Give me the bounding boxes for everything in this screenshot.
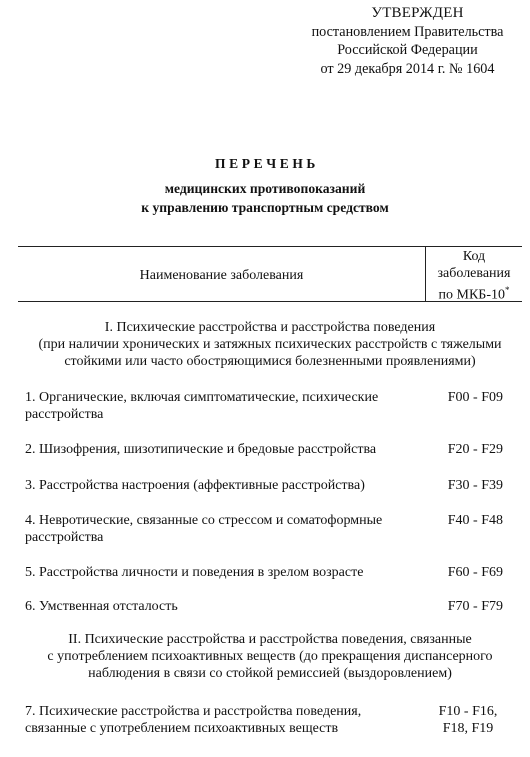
approval-decree-date: от 29 декабря 2014 г. № 1604 bbox=[320, 60, 495, 77]
approval-decree-line2: Российской Федерации bbox=[337, 42, 478, 58]
row-7-name-line2: связанные с употреблением психоактивных веществ bbox=[25, 721, 339, 736]
table-row bbox=[25, 441, 503, 458]
row-disease-name: 3. Расстройства настроения (аффективные расстройства) bbox=[25, 478, 365, 493]
approval-decree-line1: постановлением Правительства bbox=[311, 23, 504, 40]
row-7-code-line2: F18, F19 bbox=[442, 721, 494, 736]
table-row bbox=[25, 703, 503, 737]
section-heading-2 bbox=[18, 631, 522, 682]
header-code-line3 bbox=[426, 282, 522, 304]
row-4-name-line1: 4. Невротические, связанные со стрессом и соматоформные bbox=[25, 513, 383, 528]
row-disease-name: 2. Шизофрения, шизотипические и бредовые расстройства bbox=[25, 442, 377, 457]
section-1-line1: I. Психические расстройства и расстройства поведения bbox=[104, 320, 436, 335]
row-7-name-line1: 7. Психические расстройства и расстройства поведения, bbox=[25, 704, 362, 719]
row-4-name-line2: расстройства bbox=[25, 530, 104, 545]
table-row bbox=[25, 598, 503, 615]
header-disease-name: Наименование заболевания bbox=[139, 268, 304, 283]
subtitle-line-2: к управлению транспортным средством bbox=[141, 199, 389, 215]
table-header bbox=[18, 246, 522, 302]
header-code-line1: Код bbox=[462, 249, 486, 264]
section-2-line1: II. Психические расстройства и расстройства поведения, связанные bbox=[68, 632, 472, 647]
header-icd-code bbox=[425, 247, 522, 301]
row-disease-name bbox=[25, 389, 405, 423]
row-icd-code: F20 - F29 bbox=[447, 442, 503, 457]
section-heading-1 bbox=[18, 319, 522, 370]
row-icd-code: F40 - F48 bbox=[447, 513, 503, 528]
table-row bbox=[25, 389, 503, 423]
footnote-mark: * bbox=[504, 285, 510, 295]
row-icd-code bbox=[433, 703, 503, 737]
approved-label: УТВЕРЖДЕН bbox=[371, 5, 464, 21]
table-row bbox=[25, 512, 503, 546]
document-subtitle bbox=[0, 180, 530, 217]
header-code-icd: по МКБ-10 bbox=[438, 287, 505, 303]
row-icd-code: F70 - F79 bbox=[447, 599, 503, 614]
row-icd-code: F30 - F39 bbox=[447, 478, 503, 493]
row-disease-name: 6. Умственная отсталость bbox=[25, 599, 178, 614]
row-disease-name bbox=[25, 703, 405, 737]
row-1-name-line2: расстройства bbox=[25, 407, 104, 422]
section-2-line2: с употреблением психоактивных веществ (до прекращения диспансерного bbox=[47, 649, 493, 664]
approval-stamp bbox=[300, 4, 515, 78]
row-icd-code: F60 - F69 bbox=[447, 565, 503, 580]
document-title: ПЕРЕЧЕНЬ bbox=[215, 156, 319, 171]
section-2-line3: наблюдения в связи со стойкой ремиссией (выздоровлением) bbox=[88, 666, 452, 681]
row-1-name-line1: 1. Органические, включая симптоматические, психические bbox=[25, 390, 379, 405]
row-7-code-line1: F10 - F16, bbox=[438, 704, 498, 719]
row-disease-name: 5. Расстройства личности и поведения в зрелом возрасте bbox=[25, 565, 364, 580]
section-1-line2: (при наличии хронических и затяжных психических расстройств с тяжелыми bbox=[38, 337, 502, 352]
table-row bbox=[25, 477, 503, 494]
subtitle-line-1: медицинских противопоказаний bbox=[164, 181, 366, 196]
row-icd-code: F00 - F09 bbox=[447, 390, 503, 405]
header-code-line2: заболевания bbox=[437, 265, 511, 281]
document-title-block bbox=[0, 155, 530, 217]
section-1-line3: стойкими или часто обостряющимися болезненными проявлениями) bbox=[64, 354, 476, 369]
table-row bbox=[25, 564, 503, 581]
row-disease-name bbox=[25, 512, 405, 546]
